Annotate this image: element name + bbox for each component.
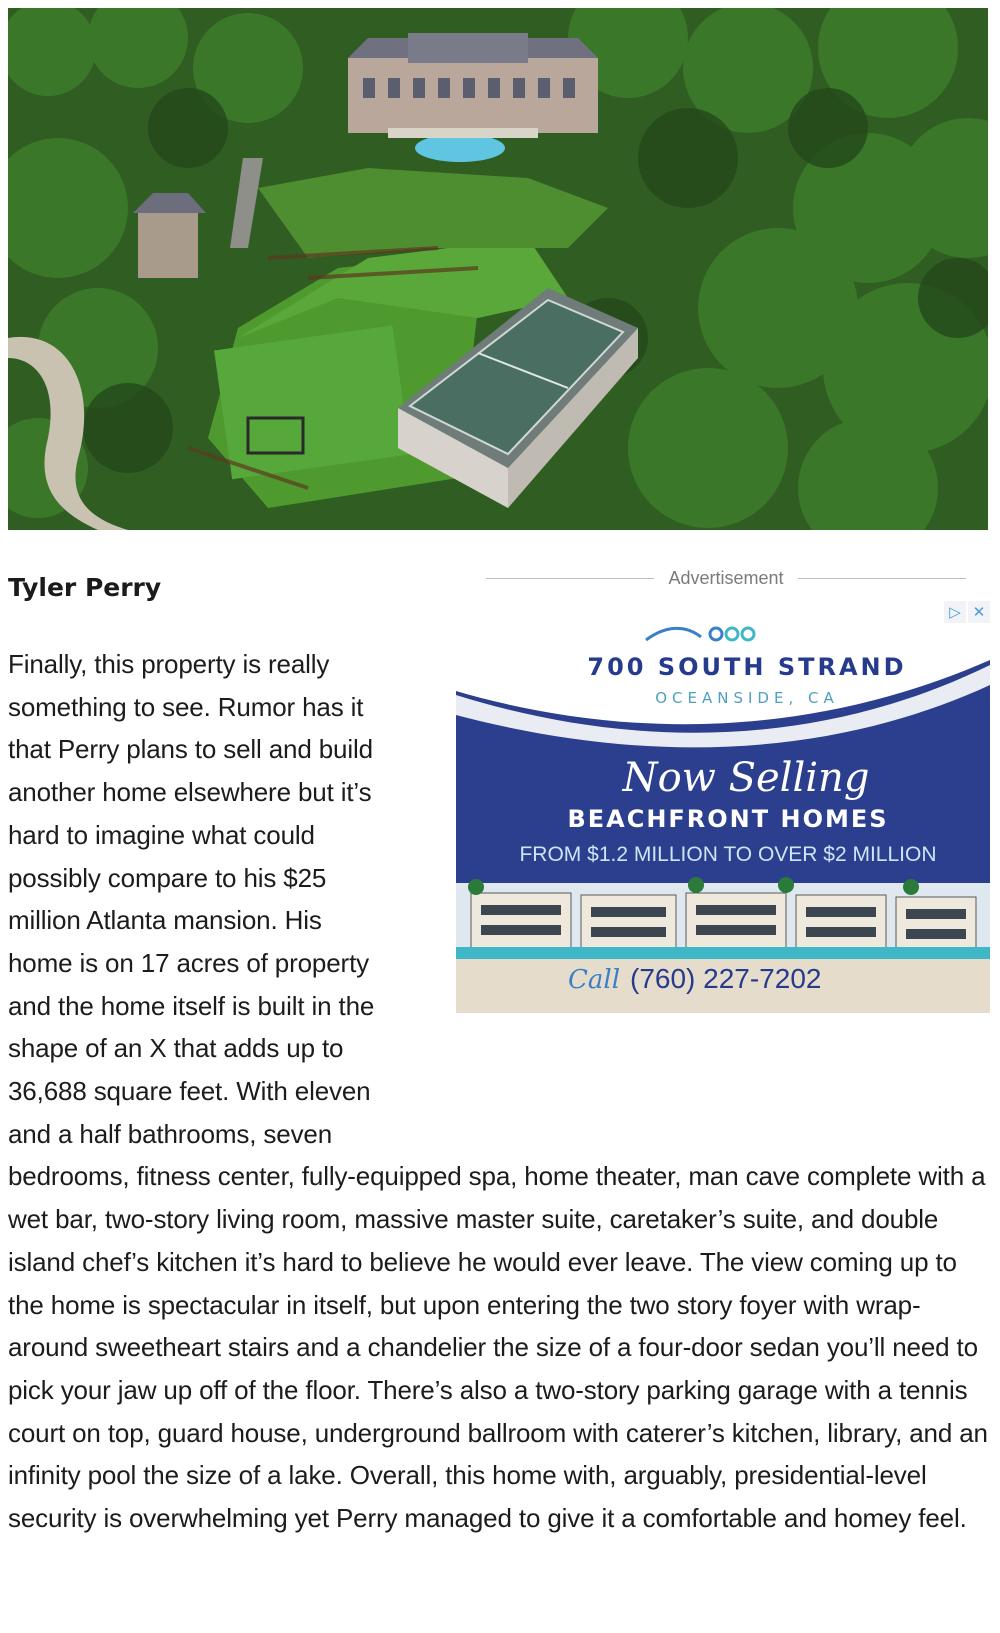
hero-photo xyxy=(8,8,988,530)
close-icon[interactable]: ✕ xyxy=(968,601,990,623)
article-body xyxy=(8,643,993,1540)
ad-controls xyxy=(944,601,990,623)
ad-call-word: Call xyxy=(568,965,621,995)
ad-headline: BEACHFRONT HOMES xyxy=(567,805,889,833)
aerial-estate-illustration xyxy=(8,8,988,530)
ad-price: FROM $1.2 MILLION TO OVER $2 MILLION xyxy=(519,843,937,866)
ad-float-spacer xyxy=(389,643,993,1115)
advertisement-label-row xyxy=(486,565,966,591)
adchoices-icon[interactable]: ▷ xyxy=(944,601,966,623)
ad-phone[interactable]: (760) 227-7202 xyxy=(630,963,822,994)
article-heading: Tyler Perry xyxy=(8,573,162,602)
divider xyxy=(486,578,654,579)
ad-script-line: Now Selling xyxy=(622,755,870,801)
ad-brand: 700 SOUTH STRAND xyxy=(587,653,907,681)
advertisement-label: Advertisement xyxy=(668,567,784,588)
article-body-text: Finally, this property is really something to see. Rumor has it that Perry plans to sell and build another home elsewhere but it’s hard to imagine what could possibly compare to his $25 million Atlanta mansion. His home is on 17 acres of property and the home itself is built in the shape of an X that adds up to 36,688 square feet. With eleven and a half bathrooms, seven bedrooms, fitness center, fully-equipped spa, home theater, man cave complete with a wet bar, two-story living room, massive master suite, caretaker’s suite, and double island chef’s kitchen it’s hard to believe he would ever leave. The view coming up to the home is spectacular in itself, but upon entering the two story foyer with wrap-around sweetheart stairs and a chandelier the size of a four-door sedan you’ll need to pick your jaw up off of the floor. There’s also a two-story parking garage with a tennis court on top, guard house, underground ballroom with caterer’s kitchen, library, and an infinity pool the size of a lake. Overall, this home with, arguably, presidential-level security is overwhelming yet Perry managed to give it a comfortable and homey feel. xyxy=(8,649,988,1534)
ad-location: OCEANSIDE, CA xyxy=(655,689,839,707)
divider xyxy=(798,578,966,579)
